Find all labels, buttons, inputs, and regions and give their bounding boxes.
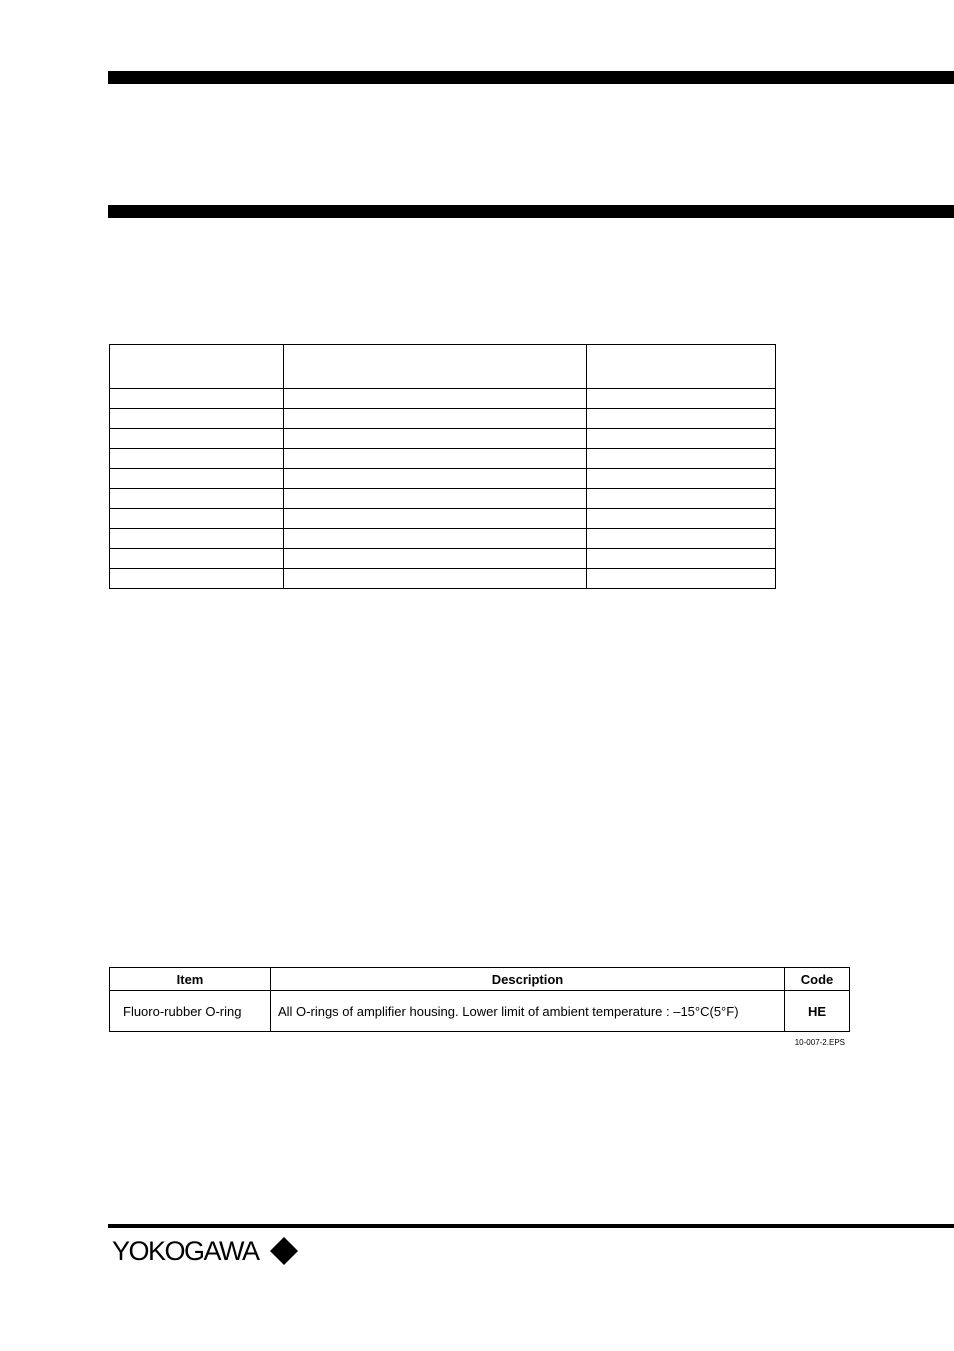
- blank-cell: [284, 469, 587, 489]
- table-row: [110, 549, 776, 569]
- blank-cell: [110, 509, 284, 529]
- blank-cell: [587, 529, 776, 549]
- blank-cell: [587, 469, 776, 489]
- blank-cell: [284, 529, 587, 549]
- blank-cell: [587, 489, 776, 509]
- table-row: [110, 529, 776, 549]
- blank-cell: [110, 449, 284, 469]
- blank-cell: [110, 549, 284, 569]
- blank-cell: [284, 489, 587, 509]
- blank-cell: [110, 429, 284, 449]
- blank-cell: [284, 345, 587, 389]
- table-row: [110, 449, 776, 469]
- blank-cell: [587, 569, 776, 589]
- item-cell: Fluoro-rubber O-ring: [110, 991, 271, 1032]
- blank-cell: [110, 389, 284, 409]
- blank-cell: [587, 389, 776, 409]
- table-row: [110, 389, 776, 409]
- table-row: [110, 409, 776, 429]
- code-cell: HE: [785, 991, 850, 1032]
- blank-cell: [284, 569, 587, 589]
- logo-wordmark: YOKOGAWA: [112, 1235, 259, 1266]
- blank-spec-table: [109, 344, 776, 589]
- blank-cell: [587, 449, 776, 469]
- blank-cell: [110, 345, 284, 389]
- blank-cell: [110, 489, 284, 509]
- diamond-icon: [269, 1236, 299, 1266]
- column-header-description: Description: [271, 968, 785, 991]
- table-row: [110, 489, 776, 509]
- blank-cell: [587, 549, 776, 569]
- footer-rule: [108, 1224, 954, 1228]
- blank-cell: [110, 469, 284, 489]
- column-header-code: Code: [785, 968, 850, 991]
- blank-cell: [284, 389, 587, 409]
- header-rule-bottom: [108, 205, 954, 218]
- table-row: [110, 569, 776, 589]
- table-row: [110, 991, 850, 1032]
- blank-cell: [587, 409, 776, 429]
- blank-cell: [284, 549, 587, 569]
- blank-cell: [587, 345, 776, 389]
- blank-cell: [284, 409, 587, 429]
- table-row: [110, 429, 776, 449]
- option-table: [109, 967, 850, 1032]
- blank-cell: [587, 429, 776, 449]
- column-header-item: Item: [110, 968, 271, 991]
- option-table-header-row: [110, 968, 850, 991]
- blank-cell: [284, 509, 587, 529]
- table-row: [110, 469, 776, 489]
- table-row: [110, 509, 776, 529]
- yokogawa-logo: [112, 1235, 299, 1267]
- blank-cell: [284, 449, 587, 469]
- blank-cell: [284, 429, 587, 449]
- description-cell: All O-rings of amplifier housing. Lower limit of ambient temperature : –15°C(5°F): [271, 991, 785, 1032]
- blank-cell: [110, 569, 284, 589]
- blank-cell: [110, 529, 284, 549]
- figure-file-id: 10-007-2.EPS: [794, 1038, 845, 1047]
- blank-cell: [587, 509, 776, 529]
- blank-table-header-row: [110, 345, 776, 389]
- header-rule-top: [108, 71, 954, 84]
- blank-cell: [110, 409, 284, 429]
